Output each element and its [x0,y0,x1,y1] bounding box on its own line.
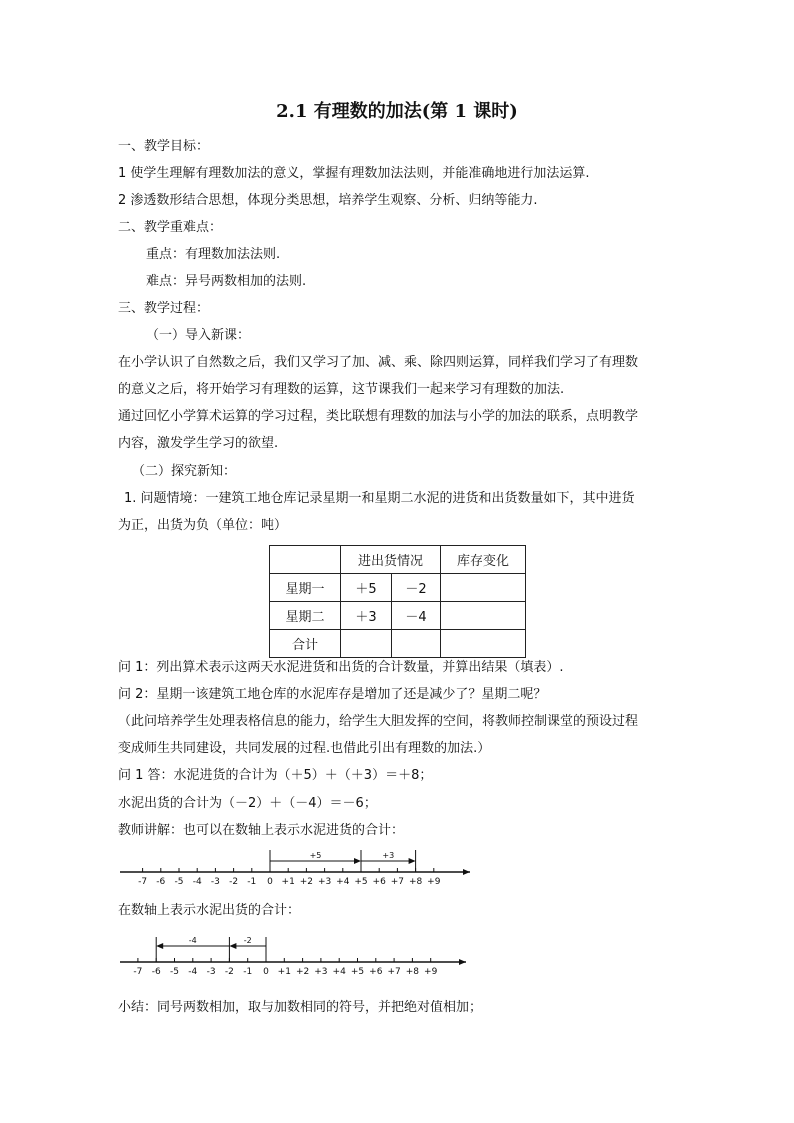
section1-heading: 一、教学目标： [118,139,210,154]
tick-label: +8 [405,967,420,977]
problem-intro-b: 为正，出货为负（单位：吨） [118,518,288,533]
section3-heading: 三、教学过程： [118,301,210,316]
tick-label: +3 [317,877,332,887]
tick-label: +4 [336,877,350,887]
answer-1: 问 1 答：水泥进货的合计为（＋5）＋（＋3）＝＋8； [118,768,433,783]
tick-label: +6 [372,877,386,887]
arrow-label: -2 [243,936,252,945]
note-b: 变成师生共同建设，共同发展的过程.也借此引出有理数的加法.） [118,741,491,756]
tick-label: +4 [332,967,346,977]
table-cell: 合计 [270,630,341,658]
objective-1: 1 使学生理解有理数加法的意义，掌握有理数加法法则，并能准确地进行加法运算. [118,166,590,181]
subsection-explore: （二）探究新知： [132,464,237,479]
arrow-label: +3 [382,851,395,860]
tick-label: -3 [210,877,220,887]
tick-label: +9 [427,877,441,887]
tick-label: 0 [263,967,269,977]
arrow-label: +5 [309,851,322,860]
tick-label: +5 [350,967,365,977]
tick-label: -2 [229,877,239,887]
section2-heading: 二、教学重难点： [118,220,223,235]
question-2: 问 2：星期一该建筑工地仓库的水泥库存是增加了还是减少了？星期二呢？ [118,687,547,702]
number-line-2-caption: 在数轴上表示水泥出货的合计： [118,903,301,918]
tick-label: +7 [390,877,405,887]
tick-label: -5 [170,967,179,977]
table-cell: ＋3 [341,602,392,630]
tick-label: -1 [243,967,253,977]
note-a: （此问培养学生处理表格信息的能力，给学生大胆发挥的空间，将教师控制课堂的预设过程 [118,714,639,729]
paragraph-1b: 的意义之后，将开始学习有理数的运算，这节课我们一起来学习有理数的加法. [118,382,565,397]
tick-label: -5 [174,877,184,887]
answer-2: 水泥出货的合计为（－2）＋（－4）＝－6； [118,796,377,811]
table-cell: ＋5 [341,574,392,602]
table-cell: －2 [392,574,441,602]
tick-label: +2 [299,877,314,887]
summary: 小结：同号两数相加，取与加数相同的符号，并把绝对值相加； [118,1000,483,1015]
paragraph-1a: 在小学认识了自然数之后，我们又学习了加、减、乘、除四则运算，同样我们学习了有理数 [118,355,639,370]
table-header-in-out: 进出货情况 [341,546,441,574]
arrow-label: -4 [188,936,197,945]
tick-label: -4 [188,967,198,977]
tick-label: -1 [247,877,257,887]
tick-label: +6 [369,967,383,977]
tick-label: +5 [354,877,368,887]
tick-label: 0 [267,877,273,887]
table-cell: 星期一 [270,574,341,602]
paragraph-2a: 通过回忆小学算术运算的学习过程，类比联想有理数的加法与小学的加法的联系，点明教学 [118,409,639,424]
subsection-intro: （一）导入新课： [146,328,251,343]
tick-label: -4 [192,877,202,887]
objective-2: 2 渗透数形结合思想，体现分类思想，培养学生观察、分析、归纳等能力. [118,193,538,208]
question-1: 问 1：列出算术表示这两天水泥进货和出货的合计数量，并算出结果（填表）. [118,660,564,675]
tick-label: +1 [277,967,291,977]
tick-label: -3 [206,967,216,977]
tick-label: +2 [295,967,310,977]
tick-label: -6 [156,877,166,887]
table-cell: －4 [392,602,441,630]
tick-label: -7 [138,877,148,887]
difficult-point: 难点：异号两数相加的法则. [146,274,307,289]
arrowhead-icon [156,943,163,949]
key-point: 重点：有理数加法法则. [146,247,281,262]
tick-label: +1 [281,877,295,887]
tick-label: +7 [387,967,401,977]
paragraph-2b: 内容，激发学生学习的欲望. [118,436,279,451]
tick-label: -6 [151,967,161,977]
tick-label: -7 [133,967,143,977]
problem-intro-a: 1. 问题情境：一建筑工地仓库记录星期一和星期二水泥的进货和出货数量如下，其中进货 [124,491,635,506]
tick-label: +9 [424,967,438,977]
table-cell: 星期二 [270,602,341,630]
tick-label: +8 [408,877,423,887]
axis-arrow-icon [459,959,466,965]
tick-label: +3 [314,967,328,977]
page-title: 2.1 有理数的加法(第 1 课时) [276,101,518,122]
arrowhead-icon [229,943,236,949]
teacher-explanation: 教师讲解：也可以在数轴上表示水泥进货的合计： [118,823,405,838]
tick-label: -2 [224,967,234,977]
table-header-stock: 库存变化 [441,546,526,574]
